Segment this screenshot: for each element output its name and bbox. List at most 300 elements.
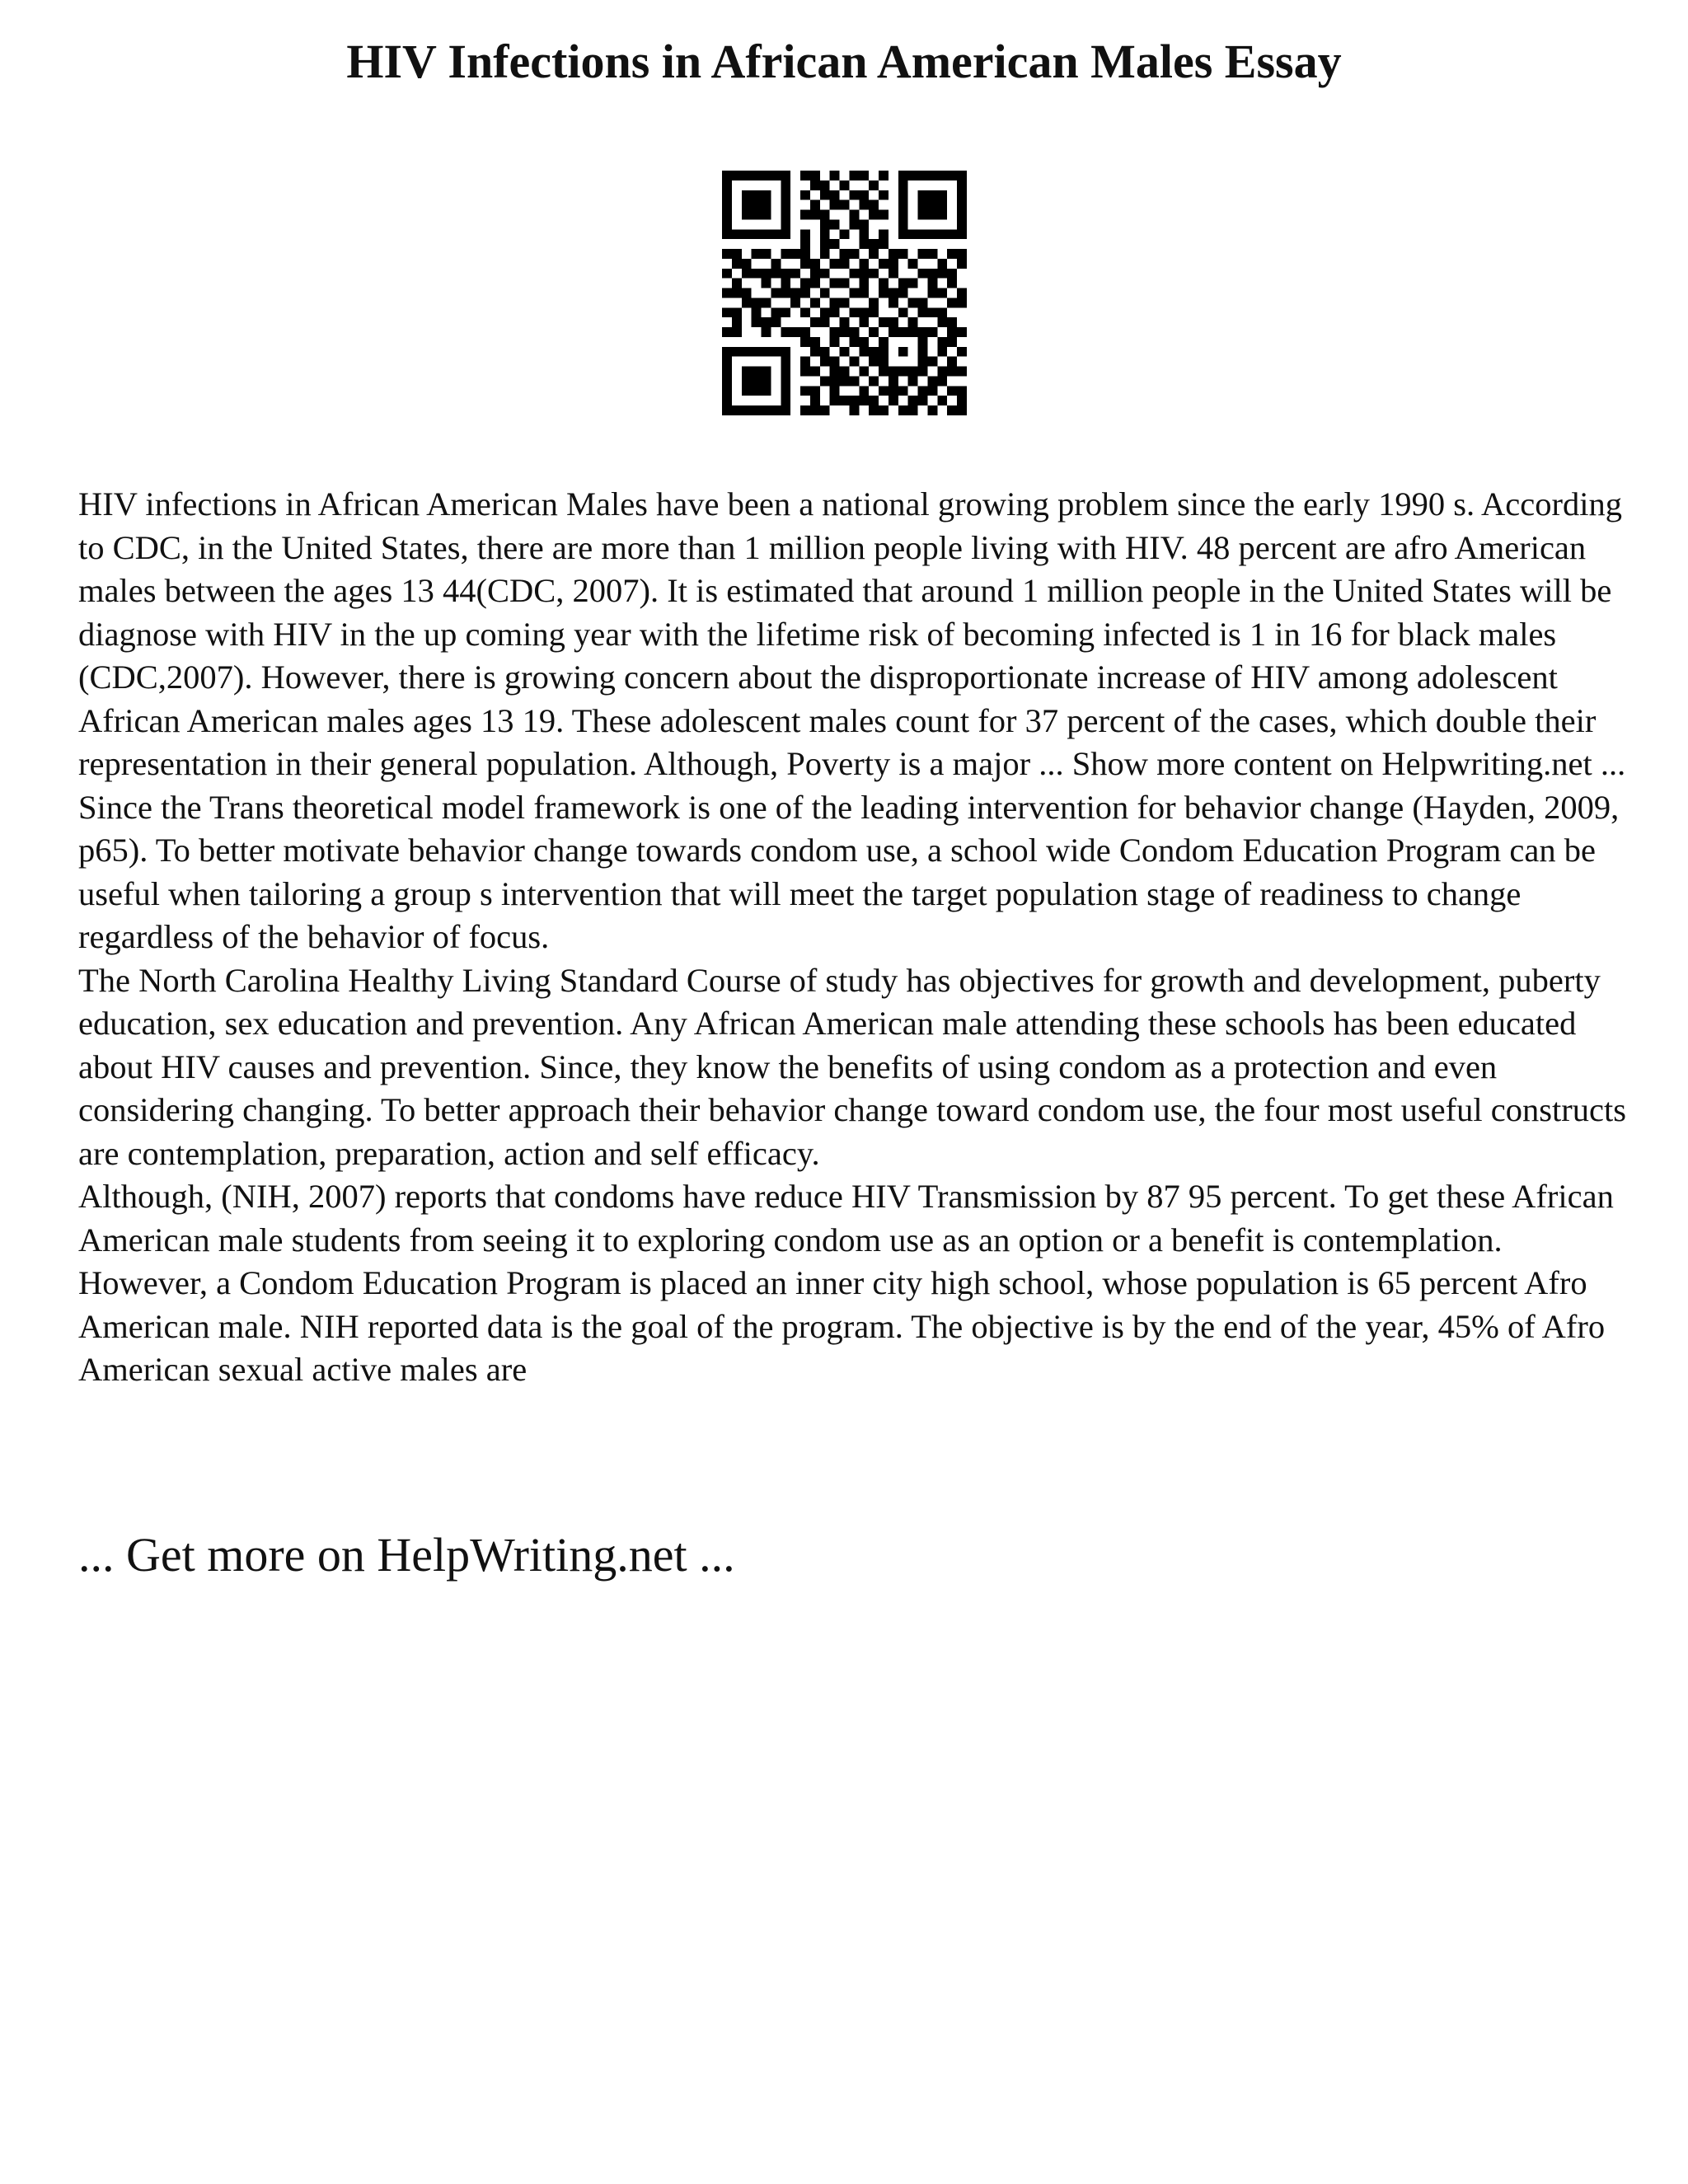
qr-module [781, 210, 790, 220]
qr-module [879, 317, 889, 327]
qr-module [742, 229, 752, 239]
qr-module [810, 210, 820, 220]
qr-module [840, 396, 850, 405]
qr-module [820, 405, 830, 415]
qr-module [762, 279, 771, 288]
qr-module [732, 249, 742, 259]
qr-module [800, 327, 810, 337]
qr-module [849, 327, 859, 337]
qr-module [771, 405, 781, 415]
qr-module [762, 367, 771, 377]
qr-module [752, 269, 762, 279]
qr-module [908, 405, 918, 415]
qr-module [722, 288, 732, 298]
qr-module [849, 269, 859, 279]
qr-module [830, 259, 840, 269]
qr-module [947, 367, 957, 377]
qr-module [859, 229, 869, 239]
paragraph-4: Although, (NIH, 2007) reports that condoms have reduce HIV Transmission by 87 95 percent. To get these African American male students from seeing it to exploring condom use as an option or a benefit is contemplation. However, a Condom Education Program is placed an inner city high school, whose population is 65 percent Afro American male. NIH reported data is the goal of the program. The objective is by the end of the year, 45% of Afro American sexual active males are [78, 1178, 1614, 1388]
qr-module [771, 347, 781, 357]
qr-module [800, 405, 810, 415]
qr-module [898, 200, 908, 210]
qr-module [879, 405, 889, 415]
qr-module [722, 200, 732, 210]
qr-module [918, 249, 928, 259]
qr-module [898, 288, 908, 298]
qr-module [752, 307, 762, 317]
qr-module [830, 298, 840, 307]
qr-module [742, 200, 752, 210]
qr-module [810, 337, 820, 347]
qr-module [859, 307, 869, 317]
qr-module [849, 249, 859, 259]
qr-module [898, 249, 908, 259]
qr-module [957, 347, 967, 357]
qr-module [937, 396, 947, 405]
qr-module [937, 269, 947, 279]
qr-module [722, 180, 732, 190]
qr-module [762, 376, 771, 386]
qr-module [918, 269, 928, 279]
qr-module [908, 327, 918, 337]
qr-module [830, 386, 840, 396]
qr-module [879, 171, 889, 180]
qr-module [918, 307, 928, 317]
qr-module [800, 288, 810, 298]
qr-module [908, 279, 918, 288]
qr-module [762, 190, 771, 200]
qr-module [869, 210, 879, 220]
qr-module [820, 210, 830, 220]
qr-module [937, 376, 947, 386]
qr-module [800, 229, 810, 239]
qr-module [752, 376, 762, 386]
qr-module [927, 307, 937, 317]
qr-module [820, 180, 830, 190]
qr-module [810, 317, 820, 327]
qr-module [927, 249, 937, 259]
qr-module [722, 405, 732, 415]
qr-module [927, 327, 937, 337]
qr-module [810, 269, 820, 279]
qr-module [947, 298, 957, 307]
qr-module [918, 367, 928, 377]
qr-module [722, 376, 732, 386]
qr-module [752, 249, 762, 259]
qr-module [889, 249, 898, 259]
qr-module [957, 298, 967, 307]
qr-module [800, 279, 810, 288]
qr-module [790, 269, 800, 279]
qr-module [908, 317, 918, 327]
qr-module [957, 405, 967, 415]
qr-module [762, 249, 771, 259]
qr-module [840, 200, 850, 210]
qr-module [957, 229, 967, 239]
qr-module [781, 307, 790, 317]
qr-module [889, 396, 898, 405]
qr-module [800, 386, 810, 396]
qr-module [762, 327, 771, 337]
qr-module [927, 376, 937, 386]
qr-module [820, 288, 830, 298]
qr-module [879, 367, 889, 377]
qr-module [840, 347, 850, 357]
qr-module [869, 347, 879, 357]
qr-module [830, 190, 840, 200]
qr-module [762, 298, 771, 307]
qr-module [879, 337, 889, 347]
qr-module [810, 259, 820, 269]
qr-module [752, 298, 762, 307]
qr-module [790, 288, 800, 298]
qr-module [918, 210, 928, 220]
qr-module [800, 337, 810, 347]
qr-module [889, 386, 898, 396]
qr-module [800, 239, 810, 249]
qr-module [859, 171, 869, 180]
qr-module [859, 219, 869, 229]
qr-module [722, 386, 732, 396]
qr-module [742, 347, 752, 357]
qr-module [781, 190, 790, 200]
qr-module [947, 337, 957, 347]
qr-module [732, 307, 742, 317]
qr-module [820, 190, 830, 200]
qr-module [957, 190, 967, 200]
qr-module [790, 298, 800, 307]
qr-module [879, 210, 889, 220]
qr-module [937, 317, 947, 327]
qr-module [918, 347, 928, 357]
qr-module [898, 307, 908, 317]
qr-module [830, 219, 840, 229]
qr-module [742, 259, 752, 269]
qr-module [742, 288, 752, 298]
qr-module [879, 190, 889, 200]
qr-module [957, 386, 967, 396]
qr-module [859, 386, 869, 396]
qr-module [859, 239, 869, 249]
qr-module [927, 229, 937, 239]
qr-module [918, 396, 928, 405]
qr-module [781, 405, 790, 415]
qr-module [722, 269, 732, 279]
qr-module [898, 367, 908, 377]
qr-module [830, 279, 840, 288]
qr-module [810, 396, 820, 405]
qr-module [957, 327, 967, 337]
qr-module [742, 210, 752, 220]
qr-code-graphic [722, 171, 967, 415]
qr-module [947, 249, 957, 259]
qr-module [898, 386, 908, 396]
qr-module [752, 317, 762, 327]
qr-module [937, 259, 947, 269]
qr-module [810, 367, 820, 377]
qr-module [732, 229, 742, 239]
qr-module [771, 259, 781, 269]
qr-module [869, 376, 879, 386]
qr-module [742, 269, 752, 279]
qr-module [869, 298, 879, 307]
qr-module [781, 279, 790, 288]
qr-module [859, 396, 869, 405]
qr-module [732, 259, 742, 269]
qr-module [781, 288, 790, 298]
qr-module [957, 259, 967, 269]
qr-module [937, 288, 947, 298]
qr-module [947, 405, 957, 415]
qr-module [898, 229, 908, 239]
qr-module [810, 405, 820, 415]
qr-module [820, 229, 830, 239]
qr-module [722, 229, 732, 239]
qr-module [908, 259, 918, 269]
qr-module [859, 190, 869, 200]
qr-module [762, 405, 771, 415]
qr-module [859, 367, 869, 377]
qr-module [957, 396, 967, 405]
qr-module [781, 180, 790, 190]
qr-module [742, 376, 752, 386]
qr-module [937, 347, 947, 357]
qr-module [830, 396, 840, 405]
qr-module [918, 171, 928, 180]
qr-module [830, 327, 840, 337]
qr-module [762, 229, 771, 239]
qr-module [849, 357, 859, 367]
qr-module [869, 396, 879, 405]
qr-module [781, 347, 790, 357]
qr-module [840, 298, 850, 307]
qr-module [908, 229, 918, 239]
qr-module [771, 171, 781, 180]
qr-module [849, 396, 859, 405]
qr-module [781, 269, 790, 279]
qr-module [810, 347, 820, 357]
qr-module [820, 317, 830, 327]
qr-module [781, 357, 790, 367]
qr-module [762, 200, 771, 210]
qr-module [927, 269, 937, 279]
qr-module [722, 347, 732, 357]
qr-module [781, 219, 790, 229]
qr-module [742, 386, 752, 396]
qr-module [898, 180, 908, 190]
qr-module [771, 229, 781, 239]
qr-module [820, 376, 830, 386]
qr-module [947, 386, 957, 396]
qr-module [820, 307, 830, 317]
qr-module [752, 229, 762, 239]
qr-module [859, 288, 869, 298]
qr-module [771, 317, 781, 327]
paragraph-2: Since the Trans theoretical model framework is one of the leading intervention for behavior change (Hayden, 2009, p65). To better motivate behavior change towards condom use, a school wide Condom Education Program can be useful when tailoring a group s intervention that will meet the target population stage of readiness to change regardless of the behavior of focus. [78, 788, 1620, 955]
qr-module [742, 405, 752, 415]
qr-module [918, 327, 928, 337]
qr-module [879, 239, 889, 249]
qr-module [869, 307, 879, 317]
qr-module [722, 396, 732, 405]
qr-module [722, 190, 732, 200]
qr-module [742, 190, 752, 200]
qr-code-icon [722, 171, 967, 415]
qr-module [947, 229, 957, 239]
qr-module [908, 298, 918, 307]
qr-module [781, 171, 790, 180]
qr-module [742, 298, 752, 307]
qr-module [800, 259, 810, 269]
qr-module [790, 249, 800, 259]
qr-module [752, 367, 762, 377]
qr-module [820, 269, 830, 279]
qr-module [947, 269, 957, 279]
qr-module [879, 386, 889, 396]
qr-module [732, 317, 742, 327]
qr-module [849, 307, 859, 317]
qr-module [957, 200, 967, 210]
qr-module [820, 239, 830, 249]
qr-module [879, 357, 889, 367]
qr-module [927, 386, 937, 396]
qr-module [849, 210, 859, 220]
qr-module [879, 288, 889, 298]
qr-module [800, 210, 810, 220]
qr-module [879, 347, 889, 357]
qr-module [840, 279, 850, 288]
qr-module [869, 180, 879, 190]
qr-module [800, 171, 810, 180]
qr-module [781, 396, 790, 405]
qr-module [859, 269, 869, 279]
qr-module [918, 357, 928, 367]
qr-module [790, 327, 800, 337]
qr-module [908, 376, 918, 386]
qr-module [889, 298, 898, 307]
qr-module [947, 357, 957, 367]
qr-module [879, 259, 889, 269]
qr-module [762, 386, 771, 396]
qr-module [840, 317, 850, 327]
qr-module [820, 347, 830, 357]
qr-module [732, 171, 742, 180]
qr-module [820, 219, 830, 229]
qr-module [869, 239, 879, 249]
qr-module [820, 357, 830, 367]
qr-module [732, 279, 742, 288]
qr-module [820, 249, 830, 259]
qr-module [762, 347, 771, 357]
paragraph-3: The North Carolina Healthy Living Standard Course of study has objectives for growth and development, puberty education, sex education and prevention. Any African American male attending these schools has been educated about HIV causes and prevention. Since, they know the benefits of using condom as a protection and even considering changing. To better approach their behavior change toward condom use, the four most useful constructs are contemplation, preparation, action and self efficacy. [78, 961, 1626, 1172]
qr-module [937, 210, 947, 220]
qr-module [898, 327, 908, 337]
qr-module [879, 279, 889, 288]
get-more-link[interactable]: ... Get more on HelpWriting.net ... [78, 1528, 735, 1582]
qr-module [840, 249, 850, 259]
qr-module [937, 307, 947, 317]
qr-module [957, 210, 967, 220]
qr-module [830, 239, 840, 249]
qr-module [752, 171, 762, 180]
qr-module [800, 249, 810, 259]
qr-module [800, 190, 810, 200]
qr-module [849, 190, 859, 200]
qr-module [957, 171, 967, 180]
qr-module [722, 327, 732, 337]
qr-module [732, 405, 742, 415]
qr-module [869, 269, 879, 279]
qr-module [840, 259, 850, 269]
qr-module [957, 288, 967, 298]
qr-module [810, 298, 820, 307]
qr-module [762, 269, 771, 279]
qr-module [722, 249, 732, 259]
qr-module [889, 376, 898, 386]
qr-module [830, 337, 840, 347]
qr-module [849, 219, 859, 229]
qr-module [830, 200, 840, 210]
qr-module [810, 171, 820, 180]
qr-module [781, 327, 790, 337]
qr-module [937, 171, 947, 180]
qr-module [898, 171, 908, 180]
qr-module [722, 357, 732, 367]
qr-module [937, 190, 947, 200]
qr-module [800, 307, 810, 317]
qr-module [918, 190, 928, 200]
qr-module [781, 200, 790, 210]
essay-body [78, 483, 1628, 1392]
qr-module [781, 249, 790, 259]
qr-module [800, 367, 810, 377]
qr-module [722, 171, 732, 180]
qr-module [752, 405, 762, 415]
qr-module [781, 386, 790, 396]
qr-module [762, 171, 771, 180]
qr-module [898, 210, 908, 220]
qr-module [908, 396, 918, 405]
qr-module [732, 347, 742, 357]
qr-module [889, 327, 898, 337]
qr-module [771, 269, 781, 279]
qr-module [957, 180, 967, 190]
qr-module [859, 317, 869, 327]
qr-module [908, 367, 918, 377]
qr-module [752, 190, 762, 200]
qr-module [918, 229, 928, 239]
qr-module [781, 367, 790, 377]
qr-module [937, 229, 947, 239]
qr-module [947, 317, 957, 327]
qr-module [889, 288, 898, 298]
qr-module [898, 279, 908, 288]
qr-module [869, 249, 879, 259]
qr-module [957, 219, 967, 229]
qr-module [742, 171, 752, 180]
qr-module [849, 405, 859, 415]
qr-module [957, 249, 967, 259]
qr-module [869, 327, 879, 337]
qr-module [830, 367, 840, 377]
qr-module [810, 180, 820, 190]
qr-module [752, 347, 762, 357]
qr-module [849, 337, 859, 347]
page-title: HIV Infections in African American Males Essay [346, 35, 1342, 88]
qr-module [889, 317, 898, 327]
qr-module [918, 386, 928, 396]
qr-module [927, 288, 937, 298]
